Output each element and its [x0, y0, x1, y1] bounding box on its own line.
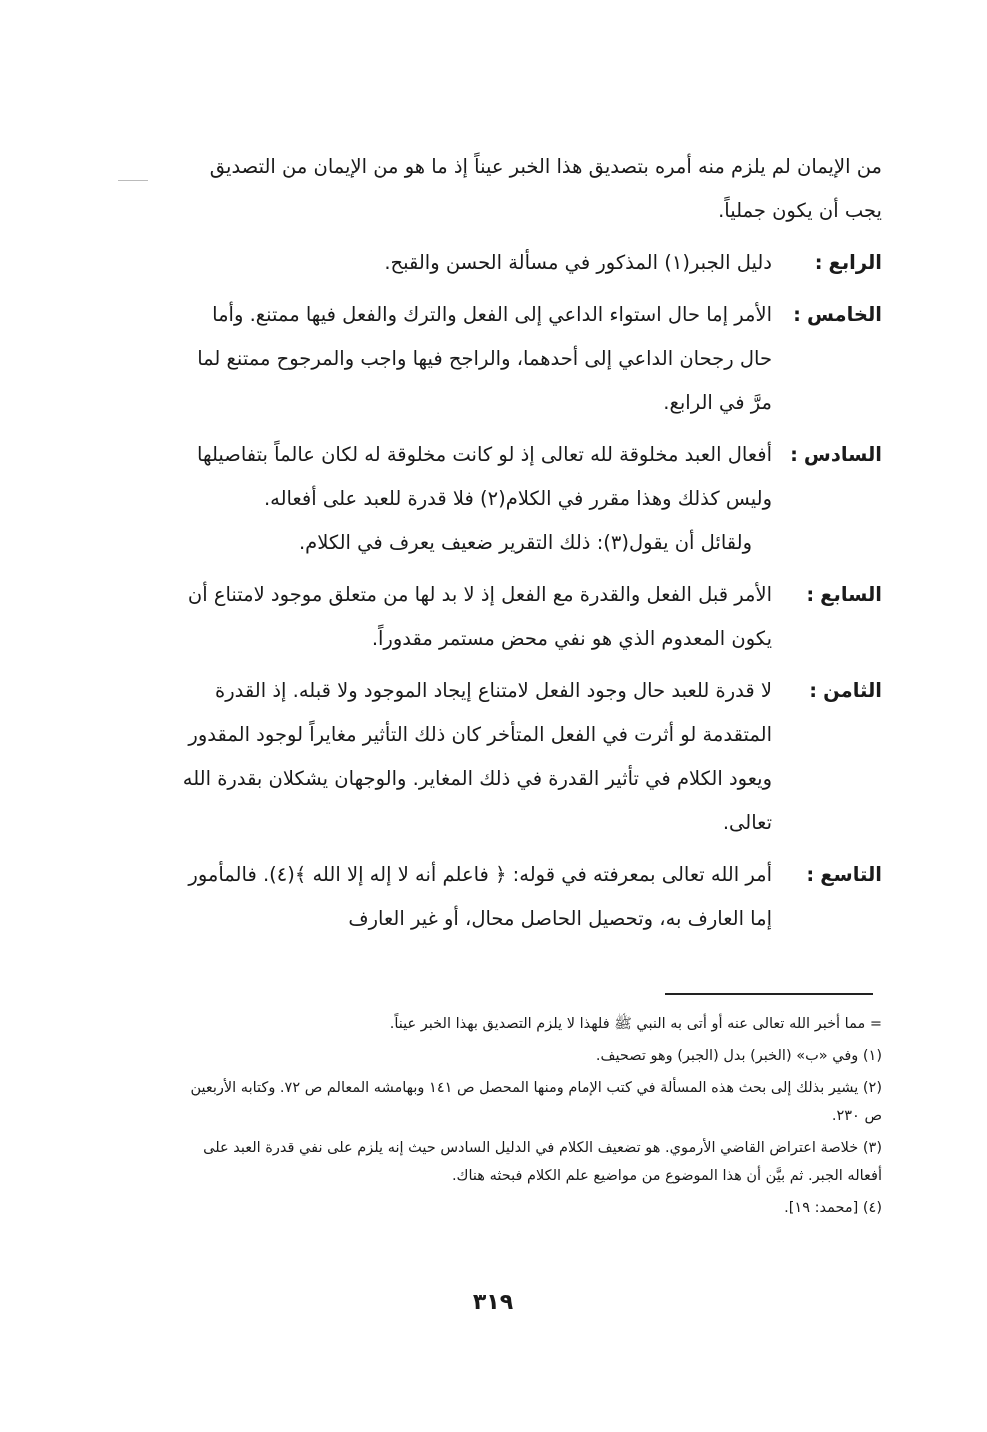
- entry-text: الأمر إما حال استواء الداعي إلى الفعل والترك والفعل فيها ممتنع. وأما حال رجحان الداعي إلى أحدهما، والراجح فيها واجب والمرجوح ممتنع لما مرَّ في الرابع.: [197, 303, 772, 414]
- entry-text: أفعال العبد مخلوقة لله تعالى إذ لو كانت مخلوقة له لكان عالماً بتفاصيلها وليس كذلك وهذا مقرر في الكلام(٢) فلا قدرة للعبد على أفعاله.: [197, 443, 772, 510]
- footnote-continuation: = مما أخبر الله تعالى عنه أو أتى به النبي ﷺ فلهذا لا يلزم التصديق بهذا الخبر عيناً.: [389, 1016, 882, 1032]
- entry-fourth: [182, 241, 882, 285]
- footnote-2: (٢) يشير بذلك إلى بحث هذه المسألة في كتب الإمام ومنها المحصل ص ١٤١ وبهامشه المعالم ص ٧٢. وكتابه الأربعين ص ٢٣٠.: [190, 1080, 882, 1124]
- intro-paragraph: من الإيمان لم يلزم منه أمره بتصديق هذا الخبر عيناً إذ ما هو من الإيمان من التصديق يجب أن يكون جملياً.: [209, 155, 882, 222]
- footnote-4: (٤) [محمد: ١٩].: [784, 1200, 882, 1216]
- entry-label: الرابع:: [814, 251, 882, 274]
- footnote-3: (٣) خلاصة اعتراض القاضي الأرموي. هو تضعيف الكلام في الدليل السادس حيث إنه يلزم على نفي قدرة العبد على أفعاله الجبر. ثم بيَّن أن هذا الموضوع من مواضيع علم الكلام فبحثه هناك.: [203, 1140, 882, 1184]
- entry-eighth: [182, 669, 882, 845]
- scan-margin-mark: [118, 180, 148, 181]
- entry-text: دليل الجبر(١) المذكور في مسألة الحسن والقبح.: [384, 251, 772, 274]
- entry-label: السادس:: [790, 443, 882, 466]
- entry-fifth: [182, 293, 882, 425]
- footnote-1: (١) وفي «ب» (الخبر) بدل (الجبر) وهو تصحيف.: [595, 1048, 882, 1064]
- entry-label: الثامن:: [809, 679, 882, 702]
- entry-sixth: [182, 433, 882, 521]
- footnotes: [182, 1010, 882, 1226]
- entry-label: الخامس:: [793, 303, 882, 326]
- entry-text: الأمر قبل الفعل والقدرة مع الفعل إذ لا بد لها من متعلق موجود لامتناع أن يكون المعدوم الذي هو نفي محض مستمر مقدوراً.: [187, 583, 772, 650]
- entry-ninth: [182, 853, 882, 941]
- page-number: ٣١٩: [472, 1290, 514, 1315]
- objection-line: ولقائل أن يقول(٣): ذلك التقرير ضعيف يعرف في الكلام.: [298, 531, 752, 554]
- entry-text: لا قدرة للعبد حال وجود الفعل لامتناع إيجاد الموجود ولا قبله. إذ القدرة المتقدمة لو أثرت في الفعل المتأخر كان ذلك التأثير مغايراً لوجود المقدور ويعود الكلام في تأثير القدرة في ذلك المغاير. والوجهان يشكلان بقدرة الله تعالى.: [182, 679, 772, 834]
- main-text: [182, 145, 882, 949]
- entry-seventh: [182, 573, 882, 661]
- footnote-separator: [665, 993, 873, 995]
- entry-label: السابع:: [806, 583, 882, 606]
- entry-label: التاسع:: [806, 863, 882, 886]
- entry-text: أمر الله تعالى بمعرفته في قوله: ﴿ فاعلم أنه لا إله إلا الله ﴾(٤). فالمأمور إما العارف به، وتحصيل الحاصل محال، أو غير العارف: [188, 863, 772, 930]
